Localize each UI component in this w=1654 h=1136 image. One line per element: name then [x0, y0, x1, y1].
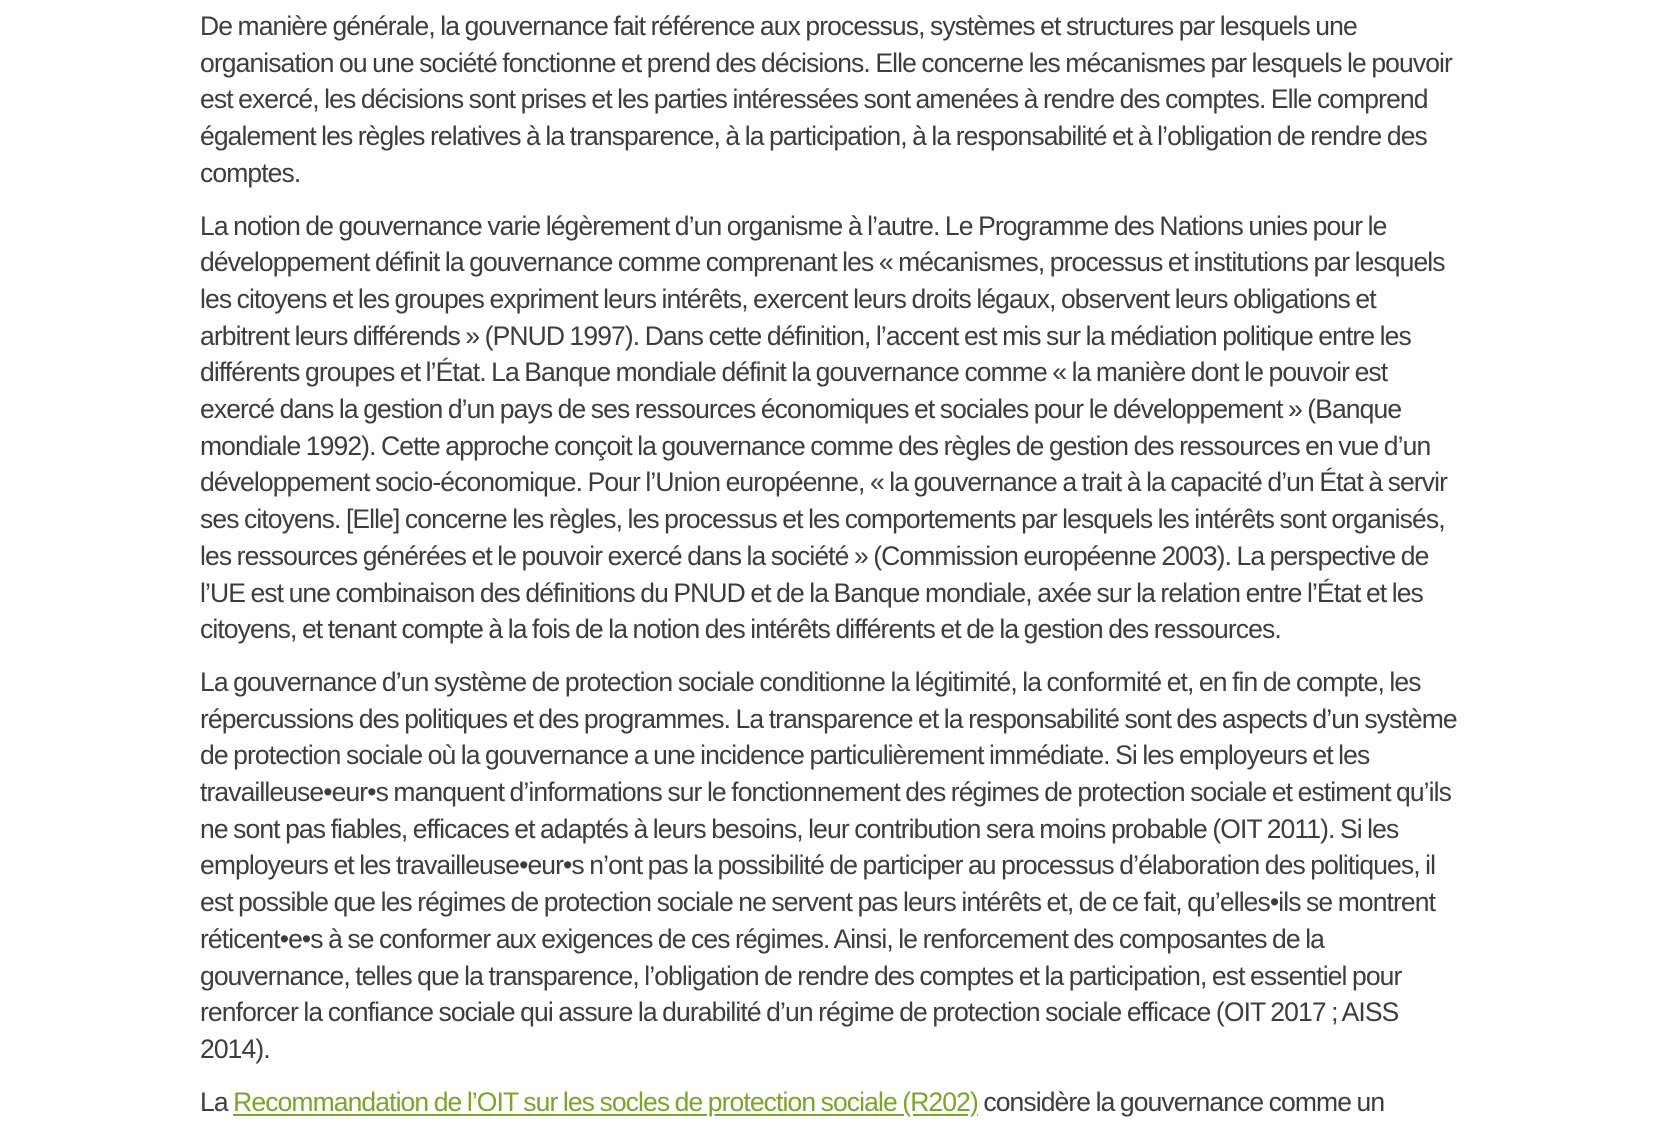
r202-recommendation-link[interactable]: Recommandation de l’OIT sur les socles de protection sociale (R202)	[233, 1086, 978, 1117]
paragraph-2: La notion de gouvernance varie légèrement d’un organisme à l’autre. Le Programme des Nations unies pour le développement définit la gouvernance comme comprenant les « mécanismes, processus et institutions par lesquels les citoyens et les groupes expriment leurs intérêts, exercent leurs droits légaux, observent leurs obligations et arbitrent leurs différends » (PNUD 1997). Dans cette définition, l’accent est mis sur la médiation politique entre les différents groupes et l’État. La Banque mondiale définit la gouvernance comme « la manière dont le pouvoir est exercé dans la gestion d’un pays de ses ressources économiques et sociales pour le développement » (Banque mondiale 1992). Cette approche conçoit la gouvernance comme des règles de gestion des ressources en vue d’un développement socio-économique. Pour l’Union européenne, « la gouvernance a trait à la capacité d’un État à servir ses citoyens. [Elle] concerne les règles, les processus et les comportements par lesquels les intérêts sont organisés, les ressources générées et le pouvoir exercé dans la société » (Commission européenne 2003). La perspective de l’UE est une combinaison des définitions du PNUD et de la Banque mondiale, axée sur la relation entre l’État et les citoyens, et tenant compte à la fois de la notion des intérêts différents et de la gestion des ressources.	[200, 210, 1447, 645]
paragraph-4	[200, 1084, 1462, 1121]
paragraph-1: De manière générale, la gouvernance fait référence aux processus, systèmes et structures par lesquels une organisation ou une société fonctionne et prend des décisions. Elle concerne les mécanismes par lesquels le pouvoir est exercé, les décisions sont prises et les parties intéressées sont amenées à rendre des comptes. Elle comprend également les règles relatives à la transparence, à la participation, à la responsabilité et à l’obligation de rendre des comptes.	[200, 11, 1452, 188]
paragraph-3: La gouvernance d’un système de protection sociale conditionne la légitimité, la conformité et, en fin de compte, les répercussions des politiques et des programmes. La transparence et la responsabilité sont des aspects d’un système de protection sociale où la gouvernance a une incidence particulièrement immédiate. Si les employeurs et les travailleuse•eur•s manquent d’informations sur le fonctionnement des régimes de protection sociale et estiment qu’ils ne sont pas fiables, efficaces et adaptés à leurs besoins, leur contribution sera moins probable (OIT 2011). Si les employeurs et les travailleuse•eur•s n’ont pas la possibilité de participer au processus d’élaboration des politiques, il est possible que les régimes de protection sociale ne servent pas leurs intérêts et, de ce fait, qu’elles•ils se montrent réticent•e•s à se conformer aux exigences de ces régimes. Ainsi, le renforcement des composantes de la gouvernance, telles que la transparence, l’obligation de rendre des comptes et la participation, est essentiel pour renforcer la confiance sociale qui assure la durabilité d’un régime de protection sociale efficace (OIT 2017 ; AISS 2014).	[200, 666, 1457, 1064]
paragraph-4-suffix: considère la gouvernance comme un	[977, 1086, 1385, 1117]
document-body	[200, 8, 1462, 1136]
paragraph-4-prefix: La	[200, 1086, 234, 1117]
